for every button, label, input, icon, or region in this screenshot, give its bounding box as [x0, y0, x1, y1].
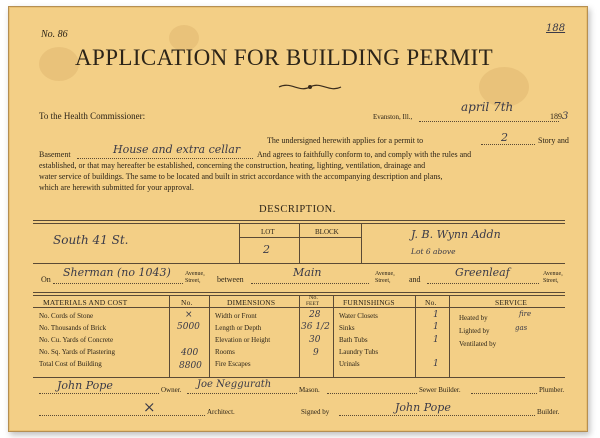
- furnishings-heading: FURNISHINGS: [343, 298, 395, 307]
- rule: [239, 237, 361, 238]
- lot-label: LOT: [261, 228, 275, 236]
- furnishing-label: Sinks: [339, 324, 355, 332]
- mason-signature: Joe Neggurath: [197, 379, 272, 390]
- material-label: Total Cost of Building: [39, 360, 102, 368]
- furnishing-label: Bath Tubs: [339, 336, 368, 344]
- sewer-line: [327, 393, 417, 394]
- between-line: [251, 283, 369, 284]
- dimension-label: Fire Escapes: [215, 360, 251, 368]
- furnishing-value: 1: [433, 359, 439, 369]
- service-label: Heated by: [459, 314, 488, 322]
- material-label: No. Sq. Yards of Plastering: [39, 348, 116, 356]
- sewer-label: Sewer Builder.: [419, 386, 461, 394]
- material-value: 400: [181, 348, 199, 358]
- stories-value: 2: [501, 131, 508, 144]
- intro-line-4: water service of buildings. The same to be located and built in strict accordance with the accompanying description and plans,: [39, 172, 443, 181]
- and-value: Greenleaf: [455, 266, 510, 279]
- form-number: No. 86: [41, 29, 68, 40]
- dimensions-heading: DIMENSIONS: [227, 298, 276, 307]
- block-label: BLOCK: [315, 228, 339, 236]
- builder-label: Builder.: [537, 408, 560, 416]
- dimension-value: 36 1/2: [301, 322, 330, 332]
- materials-no-heading: No.: [181, 298, 193, 307]
- rule: [33, 377, 565, 378]
- rule: [299, 223, 300, 263]
- dimension-value: 30: [309, 335, 321, 345]
- furnishing-label: Laundry Tubs: [339, 348, 379, 356]
- location-label: Evanston, Ill.,: [373, 113, 413, 121]
- rule: [33, 292, 565, 293]
- materials-heading: MATERIALS AND COST: [43, 298, 128, 307]
- material-label: No. Cu. Yards of Concrete: [39, 336, 114, 344]
- furnishing-value: 1: [433, 322, 439, 332]
- mason-line: [187, 393, 297, 394]
- dimension-label: Width or Front: [215, 312, 257, 320]
- permit-document: [8, 6, 588, 432]
- rule: [169, 295, 170, 377]
- date-value: april 7th: [461, 100, 514, 114]
- paper-stain: [39, 47, 79, 81]
- addressee: To the Health Commissioner:: [39, 111, 146, 121]
- rule: [299, 295, 300, 377]
- plumber-label: Plumber.: [539, 386, 565, 394]
- lot-value: 2: [263, 243, 270, 256]
- rule: [333, 295, 334, 377]
- furnishing-label: Water Closets: [339, 312, 378, 320]
- corner-number: 188: [546, 23, 566, 34]
- material-label: No. Thousands of Brick: [39, 324, 107, 332]
- intro-line-1: The undersigned herewith applies for a permit to: [267, 136, 424, 145]
- rule: [415, 295, 416, 377]
- between-label: between: [217, 275, 244, 284]
- stories-line: [481, 144, 535, 145]
- dimensions-feet-heading: FEET: [306, 301, 320, 307]
- architect-label: Architect.: [207, 408, 235, 416]
- dimension-label: Rooms: [215, 348, 235, 356]
- avenue-street-2: Avenue, Street,: [375, 271, 395, 284]
- signed-signature: John Pope: [395, 401, 451, 414]
- material-value: ×: [185, 310, 193, 320]
- dimension-label: Elevation or Height: [215, 336, 271, 344]
- addition-value: J. B. Wynn Addn: [411, 228, 501, 241]
- service-heading: SERVICE: [495, 298, 528, 307]
- on-line: [53, 283, 183, 284]
- dimension-value: 28: [309, 310, 321, 320]
- architect-line: [39, 415, 205, 416]
- description-heading: DESCRIPTION.: [259, 204, 336, 215]
- basement-value: House and extra cellar: [113, 143, 241, 156]
- date-line: [419, 121, 559, 122]
- rule: [239, 223, 240, 263]
- material-value: 5000: [177, 322, 200, 332]
- furnishings-no-heading: No.: [425, 298, 437, 307]
- service-label: Ventilated by: [459, 340, 497, 348]
- avenue-street-1: Avenue, Street,: [185, 271, 205, 284]
- furnishing-value: 1: [433, 310, 439, 320]
- basement-line: [77, 158, 253, 159]
- material-value: 8800: [179, 361, 202, 371]
- intro-line-2: And agrees to faithfully conform to, and comply with the rules and: [257, 150, 472, 159]
- furnishing-label: Urinals: [339, 360, 360, 368]
- street-value: South 41 St.: [53, 233, 129, 247]
- service-value: fire: [519, 310, 532, 318]
- rule: [33, 220, 565, 221]
- intro-line-5: which are herewith submitted for your approval.: [39, 183, 194, 192]
- service-value: gas: [515, 324, 528, 332]
- service-label: Lighted by: [459, 327, 490, 335]
- rule: [33, 263, 565, 264]
- dimensions-no-heading: No.: [309, 295, 318, 301]
- furnishing-value: 1: [433, 335, 439, 345]
- rule: [361, 223, 362, 263]
- rule: [209, 295, 210, 377]
- dimension-label: Length or Depth: [215, 324, 262, 332]
- and-label: and: [409, 275, 421, 284]
- intro-story-and: Story and: [538, 136, 569, 145]
- mason-label: Mason.: [299, 386, 320, 394]
- material-label: No. Cords of Stone: [39, 312, 94, 320]
- on-street-value: Sherman (no 1043): [63, 266, 171, 279]
- intro-line-3: established, or that may hereafter be established, concerning the construction, heating, lighting, ventilation, drainage and: [39, 161, 426, 170]
- architect-mark: ×: [143, 398, 156, 416]
- between-value: Main: [293, 266, 322, 279]
- on-label: On: [41, 275, 51, 284]
- owner-signature: John Pope: [57, 379, 113, 392]
- lot-note-value: Lot 6 above: [411, 247, 456, 256]
- plumber-line: [471, 393, 537, 394]
- signed-line: [339, 415, 535, 416]
- signed-label: Signed by: [301, 408, 330, 416]
- year: 1893: [550, 111, 569, 122]
- ornament-flourish: [277, 81, 343, 93]
- basement-label: Basement: [39, 150, 71, 159]
- owner-label: Owner.: [161, 386, 182, 394]
- dimension-value: 9: [313, 348, 319, 358]
- page-title: APPLICATION FOR BUILDING PERMIT: [75, 45, 494, 70]
- avenue-street-3: Avenue, Street,: [543, 271, 563, 284]
- rule: [449, 295, 450, 377]
- and-line: [427, 283, 539, 284]
- owner-line: [39, 393, 159, 394]
